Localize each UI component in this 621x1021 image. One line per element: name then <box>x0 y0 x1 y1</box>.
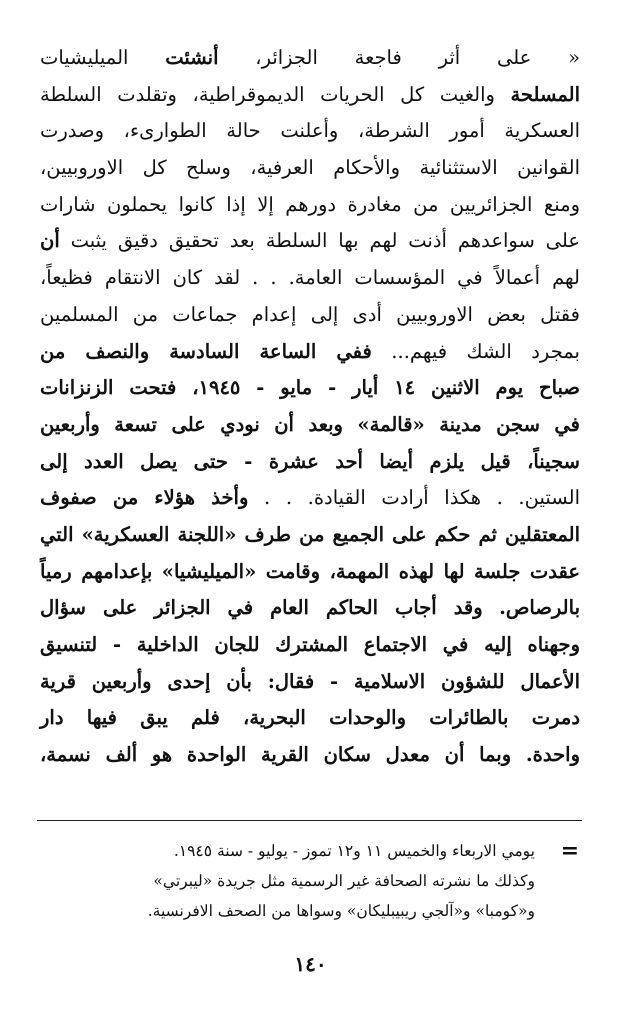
text-line <box>40 223 580 260</box>
text-line <box>40 554 580 591</box>
bold-text-segment: عقدت جلسة لها لهذه المهمة، وقامت «الميليشيا» بإعدامهم رمياً <box>40 559 580 583</box>
bold-text-segment: وقد أجاب الحاكم العام في الجزائر على سؤال <box>40 596 483 620</box>
text-segment <box>483 596 499 619</box>
text-segment: العسكرية أمور الشرطة، وأعلنت حالة الطوارىء، وصدرت <box>40 119 580 143</box>
bold-text-segment: أنشئت <box>165 46 219 69</box>
bold-text-segment: صباح يوم الاثنين ١٤ أيار - مايو - ١٩٤٥، فتحت الزنزانات <box>40 376 580 400</box>
text-line <box>40 334 580 371</box>
text-line <box>40 627 580 664</box>
text-line <box>40 297 580 334</box>
bold-text-segment: في سجن مدينة «قالمة» وبعد أن نودي على تسعة وأربعين <box>40 412 580 436</box>
bold-text-segment: المعتقلين ثم حكم على الجميع من طرف «اللجنة العسكرية» التي <box>40 522 580 546</box>
bold-text-segment: أن <box>40 229 60 253</box>
text-segment: بمجرد الشك فيهم... <box>371 339 580 363</box>
bold-text-segment: بالرصاص. <box>499 596 580 620</box>
page-number: ١٤٠ <box>294 952 327 976</box>
bold-text-segment: واحدة. <box>511 743 581 767</box>
text-line <box>40 150 580 187</box>
footnote-marker: = <box>560 838 579 864</box>
text-line <box>40 370 580 407</box>
text-line <box>40 480 580 517</box>
text-segment: فقتل بعض الاوروبيين أدى إلى إعدام جماعات من المسلمين <box>40 302 580 326</box>
text-line <box>40 737 580 774</box>
text-line <box>40 40 580 77</box>
bold-text-segment: وجهناه إليه في الاجتماع المشترك للجان الداخلية - لتنسيق <box>40 633 580 656</box>
bold-text-segment: ففي الساعة السادسة والنصف من <box>40 339 372 363</box>
bold-text-segment: سجيناً، قيل يلزم أيضا أحد عشرة - حتى يصل العدد إلى <box>40 449 580 473</box>
text-line <box>40 700 580 737</box>
text-line <box>40 517 580 554</box>
bold-text-segment: دمرت بالطائرات والوحدات البحرية، فلم يبق فيها دار <box>40 706 580 730</box>
text-line <box>40 113 580 150</box>
main-paragraph <box>40 40 580 774</box>
footnote-line: وكذلك ما نشرته الصحافة غير الرسمية مثل جريدة «ليبرتي» <box>153 872 535 890</box>
text-segment: والغيت كل الحريات الديموقراطية، وتقلدت السلطة <box>40 82 511 106</box>
text-line <box>40 187 580 224</box>
bold-text-segment: الأعمال للشؤون الاسلامية - فقال: بأن إحدى وأربعين قرية <box>40 669 580 693</box>
bold-text-segment: المسلحة <box>510 82 580 106</box>
text-segment: ومنع الجزائريين من مغادرة دورهم إلا إذا كانوا يحملون شارات <box>40 192 580 216</box>
footnote-separator-rule <box>37 820 582 821</box>
text-segment: الستين. . هكذا أرادت القيادة. . . <box>248 486 580 510</box>
text-segment: لهم أعمالاً في المؤسسات العامة. . . لقد كان الانتقام فظيعاً، <box>40 266 580 290</box>
text-line <box>40 407 580 444</box>
bold-text-segment: وبما أن معدل سكان القرية الواحدة هو ألف نسمة، <box>40 743 512 767</box>
footnote-block <box>45 836 535 926</box>
bold-text-segment: وأخذ هؤلاء من صفوف <box>40 486 249 510</box>
footnote-line: و«كومبا» و«آلجي ريبيبليكان» وسواها من الصحف الافرنسية. <box>147 902 535 920</box>
text-line <box>40 444 580 481</box>
text-line <box>40 664 580 701</box>
footnote-line: يومي الاربعاء والخميس ١١ و١٢ تموز - يوليو - سنة ١٩٤٥. <box>173 842 535 860</box>
text-segment: على سواعدهم أذنت لهم بها السلطة بعد تحقيق دقيق يثبت <box>59 229 581 253</box>
text-segment: « على أثر فاجعة الجزائر، <box>218 46 581 69</box>
text-line <box>40 77 580 114</box>
text-segment: القوانين الاستثنائية والأحكام العرفية، وسلح كل الاوروبيين، <box>40 156 580 180</box>
text-line <box>40 260 580 297</box>
text-line <box>40 590 580 627</box>
text-segment: الميليشيات <box>40 46 166 69</box>
